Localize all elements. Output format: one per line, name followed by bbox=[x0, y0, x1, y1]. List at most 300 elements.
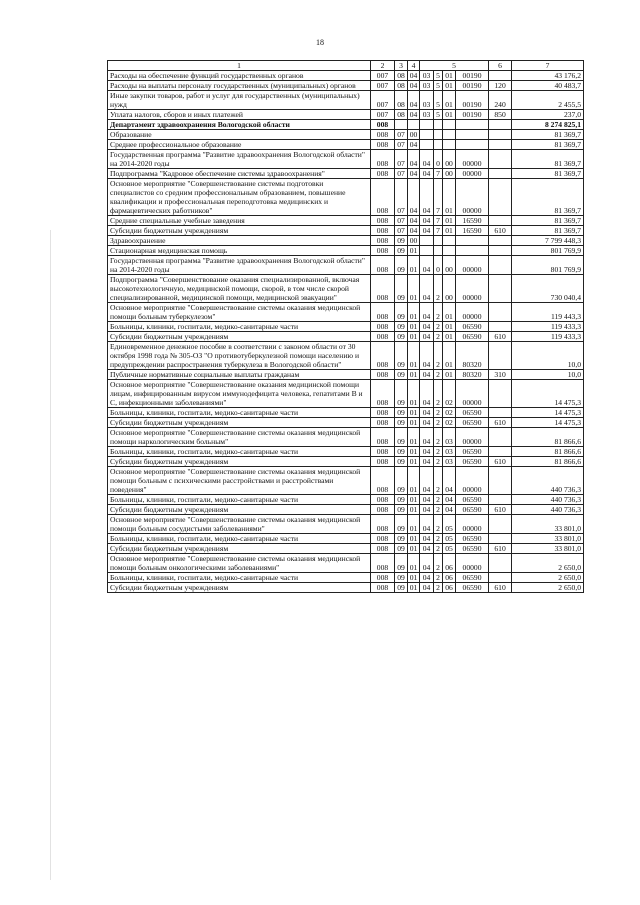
row-expense-type-cell: 610 bbox=[489, 332, 512, 342]
row-subprogram-cell: 7 bbox=[434, 179, 443, 216]
row-direction-cell bbox=[456, 130, 489, 140]
row-program-cell bbox=[420, 130, 434, 140]
row-subprogram-cell: 2 bbox=[434, 544, 443, 554]
row-amount-cell: 2 650,0 bbox=[512, 554, 584, 573]
row-section-cell: 09 bbox=[395, 418, 408, 428]
row-subprogram-cell: 2 bbox=[434, 332, 443, 342]
row-amount-cell: 2 455,5 bbox=[512, 91, 584, 110]
row-amount-cell: 237,0 bbox=[512, 110, 584, 120]
row-program-cell bbox=[420, 120, 434, 130]
row-expense-type-cell bbox=[489, 467, 512, 495]
table-header-row bbox=[108, 61, 584, 71]
table-row bbox=[108, 140, 584, 150]
row-direction-cell: 00000 bbox=[456, 303, 489, 322]
row-activity-cell: 06 bbox=[443, 554, 456, 573]
row-code-cell: 008 bbox=[371, 130, 395, 140]
row-subsection-cell: 01 bbox=[408, 515, 420, 534]
row-subsection-cell: 04 bbox=[408, 140, 420, 150]
row-section-cell: 09 bbox=[395, 505, 408, 515]
row-expense-type-cell: 610 bbox=[489, 457, 512, 467]
row-code-cell: 008 bbox=[371, 246, 395, 256]
row-name-cell: Основное мероприятие "Совершенствование системы оказания медицинской помощи больным туберкулезом" bbox=[108, 303, 371, 322]
row-subsection-cell: 01 bbox=[408, 534, 420, 544]
row-subprogram-cell: 7 bbox=[434, 169, 443, 179]
row-activity-cell: 02 bbox=[443, 418, 456, 428]
row-expense-type-cell bbox=[489, 275, 512, 303]
row-amount-cell: 10,0 bbox=[512, 342, 584, 370]
row-section-cell: 09 bbox=[395, 236, 408, 246]
row-section-cell: 07 bbox=[395, 150, 408, 169]
table-row bbox=[108, 467, 584, 495]
row-activity-cell: 01 bbox=[443, 71, 456, 81]
row-subprogram-cell: 5 bbox=[434, 91, 443, 110]
row-expense-type-cell bbox=[489, 380, 512, 408]
row-subsection-cell: 01 bbox=[408, 457, 420, 467]
row-section-cell: 09 bbox=[395, 256, 408, 275]
row-amount-cell: 2 650,0 bbox=[512, 573, 584, 583]
row-direction-cell: 00000 bbox=[456, 515, 489, 534]
header-col-7: 7 bbox=[512, 61, 584, 71]
row-amount-cell: 10,0 bbox=[512, 370, 584, 380]
row-amount-cell: 119 443,3 bbox=[512, 303, 584, 322]
row-expense-type-cell bbox=[489, 322, 512, 332]
row-name-cell: Образование bbox=[108, 130, 371, 140]
row-code-cell: 008 bbox=[371, 457, 395, 467]
table-row bbox=[108, 120, 584, 130]
row-expense-type-cell bbox=[489, 71, 512, 81]
row-direction-cell: 00000 bbox=[456, 467, 489, 495]
header-col-6: 6 bbox=[489, 61, 512, 71]
row-name-cell: Субсидии бюджетным учреждениям bbox=[108, 505, 371, 515]
row-subprogram-cell: 2 bbox=[434, 457, 443, 467]
row-code-cell: 007 bbox=[371, 91, 395, 110]
row-expense-type-cell bbox=[489, 408, 512, 418]
row-program-cell: 04 bbox=[420, 534, 434, 544]
row-section-cell: 09 bbox=[395, 515, 408, 534]
row-name-cell: Субсидии бюджетным учреждениям bbox=[108, 418, 371, 428]
row-code-cell: 008 bbox=[371, 332, 395, 342]
row-program-cell: 04 bbox=[420, 216, 434, 226]
row-activity-cell: 01 bbox=[443, 303, 456, 322]
table-row bbox=[108, 226, 584, 236]
row-section-cell: 08 bbox=[395, 71, 408, 81]
row-code-cell: 008 bbox=[371, 256, 395, 275]
row-amount-cell: 81 866,6 bbox=[512, 457, 584, 467]
row-code-cell: 008 bbox=[371, 534, 395, 544]
row-direction-cell bbox=[456, 246, 489, 256]
row-subprogram-cell: 2 bbox=[434, 505, 443, 515]
row-section-cell: 09 bbox=[395, 534, 408, 544]
table-row bbox=[108, 71, 584, 81]
row-code-cell: 008 bbox=[371, 408, 395, 418]
row-section-cell: 07 bbox=[395, 169, 408, 179]
table-row bbox=[108, 457, 584, 467]
row-direction-cell: 80320 bbox=[456, 370, 489, 380]
row-section-cell: 09 bbox=[395, 544, 408, 554]
row-subsection-cell: 04 bbox=[408, 110, 420, 120]
row-direction-cell: 06590 bbox=[456, 322, 489, 332]
row-program-cell bbox=[420, 246, 434, 256]
table-row bbox=[108, 169, 584, 179]
row-direction-cell: 06590 bbox=[456, 544, 489, 554]
row-code-cell: 008 bbox=[371, 275, 395, 303]
row-activity-cell: 01 bbox=[443, 342, 456, 370]
row-subprogram-cell bbox=[434, 236, 443, 246]
row-amount-cell: 81 369,7 bbox=[512, 169, 584, 179]
row-subsection-cell: 04 bbox=[408, 71, 420, 81]
header-col-4: 4 bbox=[408, 61, 420, 71]
row-code-cell: 008 bbox=[371, 418, 395, 428]
header-col-5: 5 bbox=[420, 61, 489, 71]
row-subsection-cell: 01 bbox=[408, 303, 420, 322]
row-program-cell: 04 bbox=[420, 380, 434, 408]
row-program-cell bbox=[420, 236, 434, 246]
table-row bbox=[108, 583, 584, 593]
row-name-cell: Подпрограмма "Совершенствование оказания специализированной, включая высокотехнологичную, медицинской помощи, скорой, в том числе скорой специализированной, медицинской помощи, медицинской эвакуации" bbox=[108, 275, 371, 303]
row-section-cell: 09 bbox=[395, 380, 408, 408]
row-name-cell: Основное мероприятие "Совершенствование системы оказания медицинской помощи больным онкологическими заболеваниями" bbox=[108, 554, 371, 573]
row-name-cell: Больницы, клиники, госпитали, медико-санитарные части bbox=[108, 447, 371, 457]
row-direction-cell: 06590 bbox=[456, 573, 489, 583]
row-subprogram-cell: 2 bbox=[434, 380, 443, 408]
row-subprogram-cell: 2 bbox=[434, 583, 443, 593]
row-direction-cell bbox=[456, 120, 489, 130]
row-section-cell: 07 bbox=[395, 179, 408, 216]
row-amount-cell: 14 475,3 bbox=[512, 408, 584, 418]
row-subprogram-cell: 2 bbox=[434, 370, 443, 380]
row-program-cell: 04 bbox=[420, 150, 434, 169]
row-name-cell: Стационарная медицинская помощь bbox=[108, 246, 371, 256]
table-row bbox=[108, 515, 584, 534]
row-expense-type-cell bbox=[489, 495, 512, 505]
row-expense-type-cell bbox=[489, 256, 512, 275]
row-direction-cell: 00000 bbox=[456, 150, 489, 169]
row-code-cell: 008 bbox=[371, 428, 395, 447]
row-subprogram-cell bbox=[434, 140, 443, 150]
row-activity-cell: 01 bbox=[443, 322, 456, 332]
row-amount-cell: 7 799 448,3 bbox=[512, 236, 584, 246]
row-code-cell: 007 bbox=[371, 81, 395, 91]
row-subprogram-cell: 2 bbox=[434, 342, 443, 370]
row-amount-cell: 81 369,7 bbox=[512, 140, 584, 150]
row-section-cell: 09 bbox=[395, 428, 408, 447]
row-activity-cell: 05 bbox=[443, 534, 456, 544]
row-subsection-cell: 04 bbox=[408, 91, 420, 110]
row-code-cell: 008 bbox=[371, 380, 395, 408]
row-code-cell: 008 bbox=[371, 447, 395, 457]
row-name-cell: Субсидии бюджетным учреждениям bbox=[108, 544, 371, 554]
row-expense-type-cell: 610 bbox=[489, 544, 512, 554]
row-code-cell: 008 bbox=[371, 467, 395, 495]
row-activity-cell: 03 bbox=[443, 447, 456, 457]
row-expense-type-cell bbox=[489, 554, 512, 573]
row-subsection-cell: 04 bbox=[408, 81, 420, 91]
row-expense-type-cell bbox=[489, 342, 512, 370]
table-row bbox=[108, 573, 584, 583]
row-amount-cell: 119 433,3 bbox=[512, 322, 584, 332]
row-code-cell: 008 bbox=[371, 495, 395, 505]
row-direction-cell: 06590 bbox=[456, 457, 489, 467]
row-name-cell: Средние специальные учебные заведения bbox=[108, 216, 371, 226]
row-direction-cell: 00190 bbox=[456, 71, 489, 81]
row-name-cell: Государственная программа "Развитие здравоохранения Вологодской области" на 2014-2020 годы bbox=[108, 256, 371, 275]
header-col-1: 1 bbox=[108, 61, 371, 71]
row-subsection-cell: 01 bbox=[408, 246, 420, 256]
row-expense-type-cell bbox=[489, 150, 512, 169]
row-program-cell: 04 bbox=[420, 179, 434, 216]
row-amount-cell: 440 736,3 bbox=[512, 467, 584, 495]
row-program-cell: 04 bbox=[420, 322, 434, 332]
row-activity-cell: 01 bbox=[443, 81, 456, 91]
row-activity-cell: 00 bbox=[443, 169, 456, 179]
row-subsection-cell: 04 bbox=[408, 216, 420, 226]
table-row bbox=[108, 303, 584, 322]
row-subprogram-cell: 2 bbox=[434, 467, 443, 495]
row-name-cell: Уплата налогов, сборов и иных платежей bbox=[108, 110, 371, 120]
row-section-cell: 09 bbox=[395, 370, 408, 380]
row-direction-cell: 00000 bbox=[456, 428, 489, 447]
row-name-cell: Единовременное денежное пособие в соответствии с законом области от 30 октября 1998 года № 305-ОЗ "О противотуберкулезной помощи населению и предупреждении распространения туберкулеза в Вологодской области" bbox=[108, 342, 371, 370]
row-expense-type-cell bbox=[489, 534, 512, 544]
row-subsection-cell: 01 bbox=[408, 332, 420, 342]
row-amount-cell: 40 483,7 bbox=[512, 81, 584, 91]
row-section-cell: 09 bbox=[395, 322, 408, 332]
row-direction-cell: 06590 bbox=[456, 534, 489, 544]
row-direction-cell: 00000 bbox=[456, 380, 489, 408]
table-row bbox=[108, 342, 584, 370]
table-row bbox=[108, 408, 584, 418]
row-subprogram-cell: 7 bbox=[434, 226, 443, 236]
row-program-cell: 04 bbox=[420, 495, 434, 505]
row-amount-cell: 801 769,9 bbox=[512, 246, 584, 256]
row-subprogram-cell: 2 bbox=[434, 554, 443, 573]
row-expense-type-cell: 610 bbox=[489, 505, 512, 515]
row-program-cell bbox=[420, 140, 434, 150]
row-amount-cell: 33 801,0 bbox=[512, 515, 584, 534]
row-amount-cell: 440 736,3 bbox=[512, 505, 584, 515]
row-name-cell: Расходы на выплаты персоналу государственных (муниципальных) органов bbox=[108, 81, 371, 91]
row-name-cell: Здравоохранение bbox=[108, 236, 371, 246]
row-code-cell: 008 bbox=[371, 236, 395, 246]
row-amount-cell: 440 736,3 bbox=[512, 495, 584, 505]
row-name-cell: Субсидии бюджетным учреждениям bbox=[108, 583, 371, 593]
row-program-cell: 04 bbox=[420, 342, 434, 370]
row-code-cell: 008 bbox=[371, 226, 395, 236]
row-section-cell: 09 bbox=[395, 554, 408, 573]
row-amount-cell: 730 040,4 bbox=[512, 275, 584, 303]
row-amount-cell: 119 433,3 bbox=[512, 332, 584, 342]
row-activity-cell bbox=[443, 130, 456, 140]
row-code-cell: 008 bbox=[371, 370, 395, 380]
row-activity-cell: 00 bbox=[443, 256, 456, 275]
row-subsection-cell: 01 bbox=[408, 505, 420, 515]
row-section-cell: 07 bbox=[395, 216, 408, 226]
row-expense-type-cell bbox=[489, 246, 512, 256]
row-subprogram-cell: 2 bbox=[434, 418, 443, 428]
row-direction-cell: 06590 bbox=[456, 583, 489, 593]
table-row bbox=[108, 380, 584, 408]
table-row bbox=[108, 275, 584, 303]
row-name-cell: Департамент здравоохранения Вологодской области bbox=[108, 120, 371, 130]
table-row bbox=[108, 216, 584, 226]
row-amount-cell: 81 369,7 bbox=[512, 179, 584, 216]
row-section-cell: 08 bbox=[395, 81, 408, 91]
row-activity-cell: 00 bbox=[443, 150, 456, 169]
row-name-cell: Больницы, клиники, госпитали, медико-санитарные части bbox=[108, 495, 371, 505]
row-activity-cell: 03 bbox=[443, 457, 456, 467]
row-section-cell: 07 bbox=[395, 130, 408, 140]
row-program-cell: 04 bbox=[420, 505, 434, 515]
row-code-cell: 008 bbox=[371, 505, 395, 515]
row-code-cell: 008 bbox=[371, 169, 395, 179]
row-expense-type-cell bbox=[489, 303, 512, 322]
row-name-cell: Субсидии бюджетным учреждениям bbox=[108, 226, 371, 236]
row-code-cell: 008 bbox=[371, 583, 395, 593]
row-program-cell: 04 bbox=[420, 418, 434, 428]
row-subprogram-cell bbox=[434, 246, 443, 256]
table-row bbox=[108, 418, 584, 428]
row-code-cell: 008 bbox=[371, 120, 395, 130]
row-subsection-cell: 01 bbox=[408, 495, 420, 505]
row-expense-type-cell bbox=[489, 216, 512, 226]
row-direction-cell: 06590 bbox=[456, 332, 489, 342]
row-amount-cell: 81 369,7 bbox=[512, 216, 584, 226]
row-activity-cell: 01 bbox=[443, 179, 456, 216]
row-activity-cell: 00 bbox=[443, 275, 456, 303]
table-row bbox=[108, 332, 584, 342]
row-activity-cell bbox=[443, 246, 456, 256]
row-code-cell: 008 bbox=[371, 303, 395, 322]
row-name-cell: Иные закупки товаров, работ и услуг для государственных (муниципальных) нужд bbox=[108, 91, 371, 110]
row-subsection-cell: 01 bbox=[408, 554, 420, 573]
row-subprogram-cell: 2 bbox=[434, 515, 443, 534]
row-name-cell: Подпрограмма "Кадровое обеспечение системы здравоохранения" bbox=[108, 169, 371, 179]
row-subsection-cell: 01 bbox=[408, 428, 420, 447]
row-name-cell: Больницы, клиники, госпитали, медико-санитарные части bbox=[108, 322, 371, 332]
row-code-cell: 008 bbox=[371, 342, 395, 370]
row-direction-cell: 06590 bbox=[456, 418, 489, 428]
row-direction-cell: 06590 bbox=[456, 447, 489, 457]
row-subprogram-cell: 5 bbox=[434, 110, 443, 120]
row-activity-cell: 01 bbox=[443, 370, 456, 380]
row-program-cell: 04 bbox=[420, 428, 434, 447]
row-amount-cell: 14 475,3 bbox=[512, 380, 584, 408]
row-section-cell: 09 bbox=[395, 457, 408, 467]
row-activity-cell bbox=[443, 236, 456, 246]
row-subsection-cell: 01 bbox=[408, 256, 420, 275]
row-expense-type-cell bbox=[489, 428, 512, 447]
row-program-cell: 04 bbox=[420, 303, 434, 322]
row-subsection-cell: 00 bbox=[408, 236, 420, 246]
row-expense-type-cell: 610 bbox=[489, 583, 512, 593]
row-program-cell: 04 bbox=[420, 370, 434, 380]
row-expense-type-cell: 120 bbox=[489, 81, 512, 91]
row-amount-cell: 81 369,7 bbox=[512, 226, 584, 236]
row-subprogram-cell: 2 bbox=[434, 303, 443, 322]
row-code-cell: 008 bbox=[371, 515, 395, 534]
row-name-cell: Больницы, клиники, госпитали, медико-санитарные части bbox=[108, 408, 371, 418]
row-expense-type-cell bbox=[489, 169, 512, 179]
header-col-3: 3 bbox=[395, 61, 408, 71]
row-section-cell: 09 bbox=[395, 342, 408, 370]
row-program-cell: 04 bbox=[420, 408, 434, 418]
row-activity-cell: 06 bbox=[443, 573, 456, 583]
table-row bbox=[108, 91, 584, 110]
row-activity-cell: 01 bbox=[443, 332, 456, 342]
row-activity-cell: 02 bbox=[443, 380, 456, 408]
row-program-cell: 04 bbox=[420, 275, 434, 303]
row-subprogram-cell: 2 bbox=[434, 322, 443, 332]
row-subsection-cell: 01 bbox=[408, 544, 420, 554]
table-row bbox=[108, 534, 584, 544]
row-activity-cell: 04 bbox=[443, 467, 456, 495]
row-activity-cell: 01 bbox=[443, 216, 456, 226]
row-amount-cell: 81 369,7 bbox=[512, 130, 584, 140]
row-subprogram-cell: 7 bbox=[434, 216, 443, 226]
row-amount-cell: 43 176,2 bbox=[512, 71, 584, 81]
row-subprogram-cell: 2 bbox=[434, 495, 443, 505]
table-row bbox=[108, 505, 584, 515]
row-amount-cell: 33 801,0 bbox=[512, 534, 584, 544]
row-subsection-cell: 01 bbox=[408, 322, 420, 332]
row-subprogram-cell: 0 bbox=[434, 150, 443, 169]
row-subprogram-cell: 2 bbox=[434, 428, 443, 447]
row-subprogram-cell: 2 bbox=[434, 573, 443, 583]
row-subsection-cell: 04 bbox=[408, 150, 420, 169]
row-name-cell: Государственная программа "Развитие здравоохранения Вологодской области" на 2014-2020 годы bbox=[108, 150, 371, 169]
row-activity-cell: 02 bbox=[443, 408, 456, 418]
row-program-cell: 04 bbox=[420, 169, 434, 179]
table-row bbox=[108, 495, 584, 505]
row-program-cell: 04 bbox=[420, 515, 434, 534]
row-code-cell: 008 bbox=[371, 554, 395, 573]
row-expense-type-cell bbox=[489, 120, 512, 130]
row-subsection-cell: 01 bbox=[408, 418, 420, 428]
row-subprogram-cell: 5 bbox=[434, 71, 443, 81]
table-row bbox=[108, 246, 584, 256]
row-amount-cell: 81 866,6 bbox=[512, 447, 584, 457]
row-name-cell: Основное мероприятие "Совершенствование системы оказания медицинской помощи больным с психическими расстройствами и расстройствами поведения" bbox=[108, 467, 371, 495]
row-direction-cell: 00000 bbox=[456, 554, 489, 573]
row-expense-type-cell bbox=[489, 179, 512, 216]
row-name-cell: Больницы, клиники, госпитали, медико-санитарные части bbox=[108, 534, 371, 544]
header-col-2: 2 bbox=[371, 61, 395, 71]
row-code-cell: 007 bbox=[371, 71, 395, 81]
row-code-cell: 008 bbox=[371, 216, 395, 226]
row-section-cell: 09 bbox=[395, 275, 408, 303]
row-expense-type-cell: 850 bbox=[489, 110, 512, 120]
row-amount-cell: 801 769,9 bbox=[512, 256, 584, 275]
row-program-cell: 04 bbox=[420, 554, 434, 573]
row-direction-cell: 00190 bbox=[456, 91, 489, 110]
row-subsection-cell: 04 bbox=[408, 179, 420, 216]
row-program-cell: 04 bbox=[420, 573, 434, 583]
row-name-cell: Больницы, клиники, госпитали, медико-санитарные части bbox=[108, 573, 371, 583]
table-row bbox=[108, 447, 584, 457]
row-subprogram-cell: 2 bbox=[434, 534, 443, 544]
row-subprogram-cell: 2 bbox=[434, 408, 443, 418]
row-amount-cell: 2 650,0 bbox=[512, 583, 584, 593]
row-expense-type-cell bbox=[489, 130, 512, 140]
row-expense-type-cell: 240 bbox=[489, 91, 512, 110]
row-section-cell: 09 bbox=[395, 583, 408, 593]
row-direction-cell: 06590 bbox=[456, 505, 489, 515]
row-section-cell: 08 bbox=[395, 91, 408, 110]
row-amount-cell: 81 866,6 bbox=[512, 428, 584, 447]
row-section-cell: 09 bbox=[395, 246, 408, 256]
row-subprogram-cell bbox=[434, 130, 443, 140]
row-section-cell: 09 bbox=[395, 467, 408, 495]
